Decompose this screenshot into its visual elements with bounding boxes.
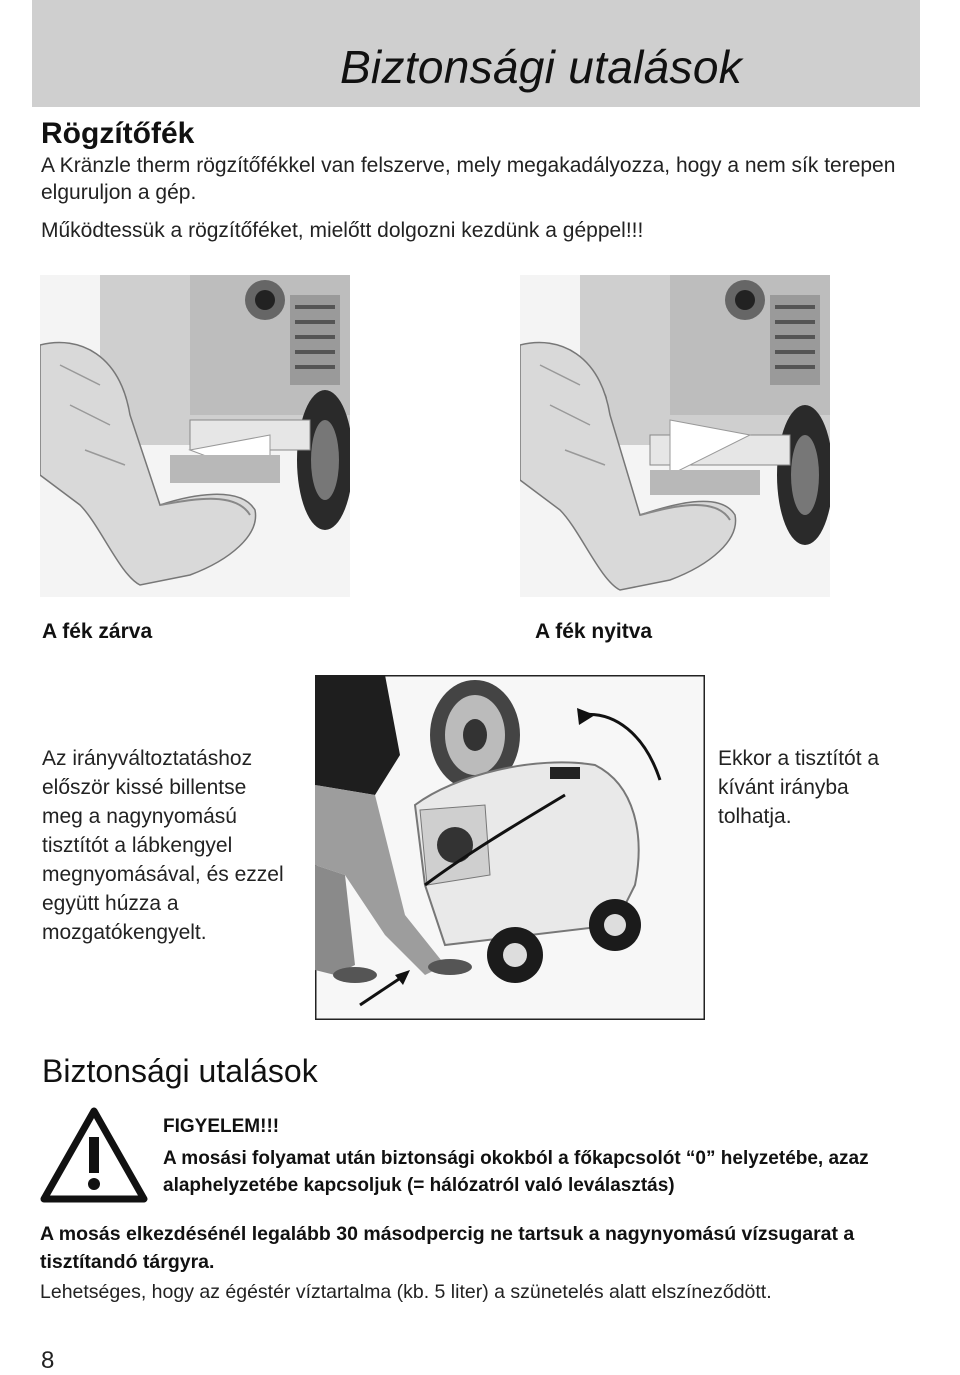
page-title: Biztonsági utalások [339,41,742,93]
safety-paragraph: Lehetséges, hogy az égéstér víztartalma (kb. 5 liter) a szünetelés alatt elszíneződött. [40,1281,772,1303]
section-heading-brake: Rögzítőfék [41,117,195,150]
steering-instruction-left: Az irányváltoztatáshoz először kissé billentse meg a nagynyomású tisztítót a lábkengyel megnyomásával, és ezzel együtt húzza a mozgatókengyelt. [42,747,284,944]
photo-brake-open [520,275,830,597]
warning-label: FIGYELEM!!! [163,1116,280,1137]
warning-text: A mosási folyamat után biztonsági okokból a főkapcsolót “0” helyzetébe, azaz alaphelyzetébe kapcsoljuk (= hálózatról való leválasztás) [163,1148,869,1196]
caption-brake-open: A fék nyitva [535,620,653,643]
caption-brake-closed: A fék zárva [42,620,153,643]
safety-bold-paragraph: A mosás elkezdésénél legalább 30 másodpercig ne tartsuk a nagynyomású vízsugarat a tisztítandó tárgyra. [40,1223,855,1273]
warning-triangle-icon [40,1107,148,1203]
page-number: 8 [41,1347,55,1374]
brake-paragraph-1: A Kränzle therm rögzítőfékkel van felszerve, mely megakadályozza, hogy a nem sík terepen elguruljon a gép. [41,154,896,204]
brake-paragraph-2: Működtessük a rögzítőféket, mielőtt dolgozni kezdünk a géppel!!! [41,219,644,242]
photo-moving-machine [315,675,705,1020]
steering-instruction-right: Ekkor a tisztítót a kívánt irányba tolhatja. [718,747,880,828]
photo-brake-closed [40,275,350,597]
section-heading-safety: Biztonsági utalások [42,1053,318,1089]
